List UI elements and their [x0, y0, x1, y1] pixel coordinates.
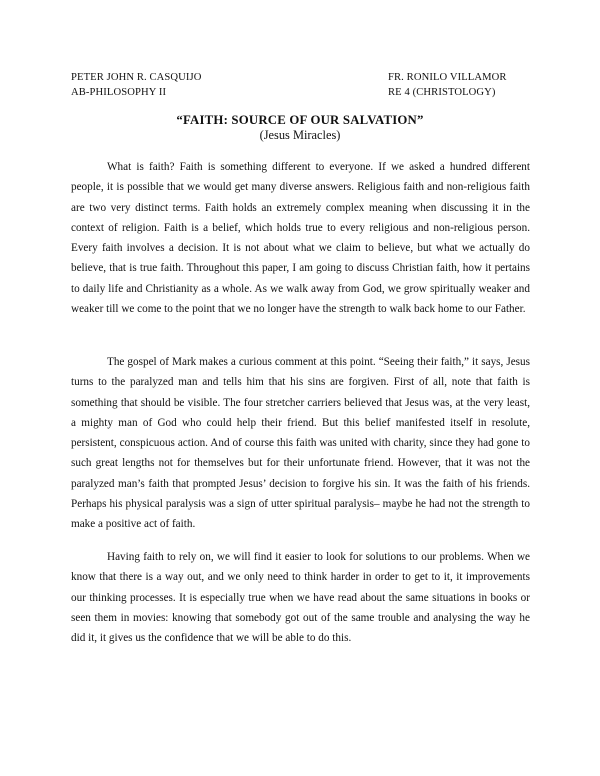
body-paragraph-1	[71, 157, 530, 319]
student-name: PETER JOHN R. CASQUIJO	[71, 72, 202, 83]
body-paragraph-2	[71, 352, 530, 535]
student-course: AB-PHILOSOPHY II	[71, 87, 167, 98]
paragraph-text: The gospel of Mark makes a curious comment at this point. “Seeing their faith,” it says, Jesus turns to the paralyzed man and tells him that his sins are forgiven. First of all, note that faith is something that should be visible. The four stretcher carriers believed that Jesus was, at the very least, a mighty man of God who could help their friend. But this belief manifested itself in resolute, persistent, conspicuous action. And of course this faith was united with charity, since they had gone to such great lengths not for themselves but for their unfortunate friend. However, that it was not the paralyzed man’s faith that prompted Jesus’ decision to forgive his sin. It was the faith of his friends. Perhaps his physical paralysis was a sign of utter spiritual paralysis– maybe he had not the strength to make a positive act of faith.	[71, 356, 530, 531]
instructor-name: FR. RONILO VILLAMOR	[388, 72, 507, 83]
student-info	[71, 70, 321, 100]
instructor-info	[388, 70, 588, 100]
paragraph-text: What is faith? Faith is something different to everyone. If we asked a hundred different people, it is possible that we would get many diverse answers. Religious faith and non-religious faith are two very distinct terms. Faith holds an extremely complex meaning when discussing it in the context of religion. Faith is a belief, which holds true to every religious and non-religious person. Every faith involves a decision. It is not about what we claim to believe, but what we actually do believe, that is true faith. Throughout this paper, I am going to discuss Christian faith, how it pertains to daily life and Christianity as a whole. As we walk away from God, we grow spiritually weaker and weaker till we come to the point that we no longer have the strength to walk back home to our Father.	[71, 161, 530, 316]
paragraph-text: Having faith to rely on, we will find it easier to look for solutions to our problems. When we know that there is a way out, and we only need to think harder in order to get to it, it improvements our thinking processes. It is especially true when we have read about the same situations in books or seen them in movies: knowing that somebody got out of the same trouble and analysing the way he did it, it gives us the confidence that we will be able to do this.	[71, 551, 530, 645]
document-title: “FAITH: SOURCE OF OUR SALVATION”	[176, 113, 424, 127]
body-paragraph-3	[71, 547, 530, 648]
subject-code: RE 4 (CHRISTOLOGY)	[388, 87, 496, 98]
document-subtitle: (Jesus Miracles)	[259, 128, 341, 142]
